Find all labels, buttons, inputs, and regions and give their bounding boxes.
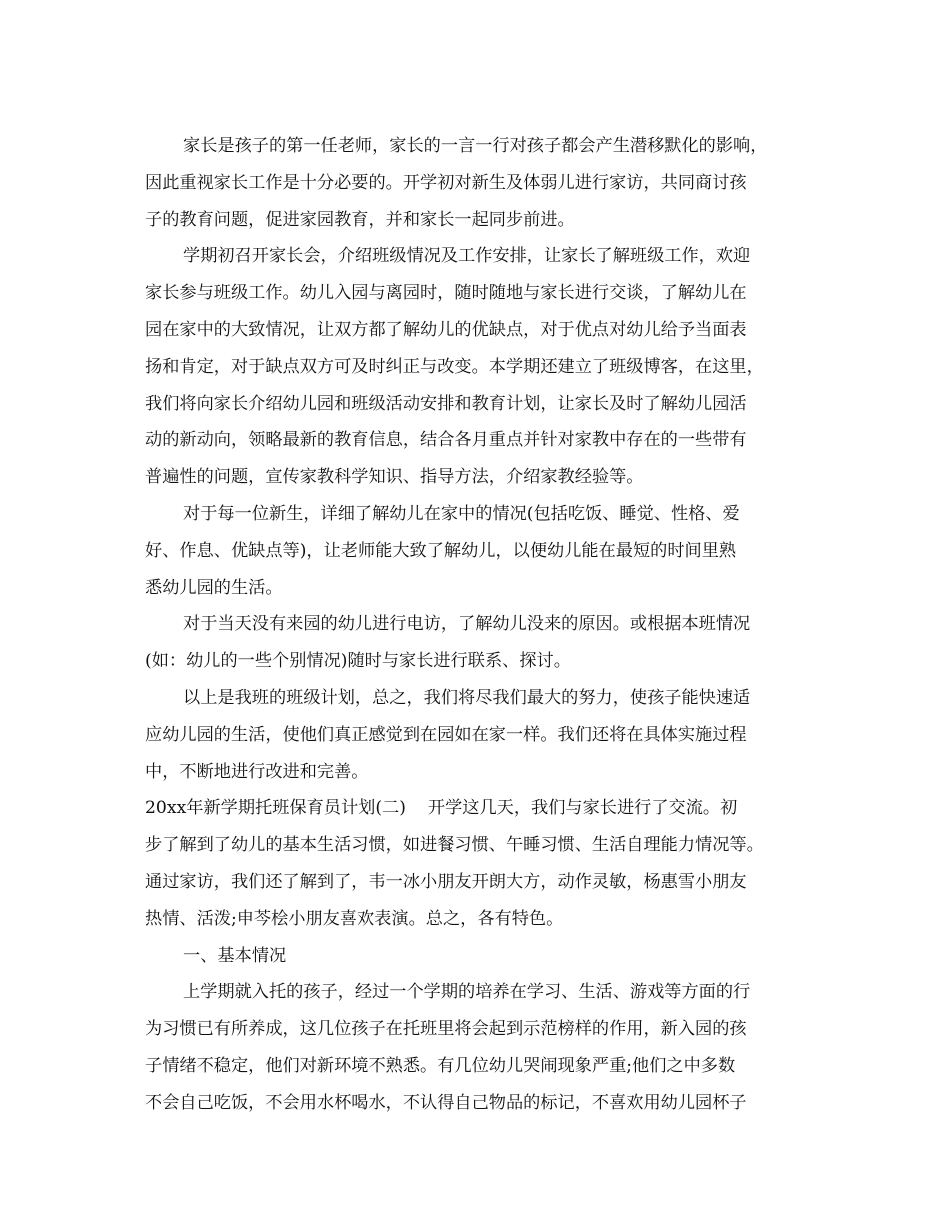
paragraph-line: 家长参与班级工作。幼儿入园与离园时，随时随地与家长进行交谈，了解幼儿在 xyxy=(145,283,747,304)
paragraph-line: 因此重视家长工作是十分必要的。开学初对新生及体弱儿进行家访，共同商讨孩 xyxy=(145,172,747,193)
paragraph-line: 通过家访，我们还了解到了，韦一冰小朋友开朗大方，动作灵敏，杨惠雪小朋友 xyxy=(145,871,747,892)
paragraph-line: (如：幼儿的一些个别情况)随时与家长进行联系、探讨。 xyxy=(145,651,571,672)
paragraph-line: 子情绪不稳定，他们对新环境不熟悉。有几位幼儿哭闹现象严重;他们之中多数 xyxy=(145,1055,736,1076)
paragraph-line: 普遍性的问题，宣传家教科学知识、指导方法，介绍家教经验等。 xyxy=(145,467,644,488)
paragraph-line: 以上是我班的班级计划，总之，我们将尽我们最大的努力，使孩子能快速适 xyxy=(183,687,751,708)
document-body xyxy=(145,128,815,1122)
paragraph-line: 对于当天没有来园的幼儿进行电访，了解幼儿没来的原因。或根据本班情况 xyxy=(183,614,751,635)
paragraph-line: 扬和肯定，对于缺点双方可及时纠正与改变。本学期还建立了班级博客，在这里， xyxy=(145,356,764,377)
section-heading: 一、基本情况 xyxy=(183,945,287,966)
paragraph-line: 好、作息、优缺点等)，让老师能大致了解幼儿，以便幼儿能在最短的时间里熟 xyxy=(145,540,737,561)
paragraph-line: 家长是孩子的第一任老师，家长的一言一行对孩子都会产生潜移默化的影响， xyxy=(183,136,768,156)
paragraph-line: 热情、活泼;申芩桧小朋友喜欢表演。总之，各有特色。 xyxy=(145,908,564,929)
paragraph-line: 园在家中的大致情况，让双方都了解幼儿的优缺点，对于优点对幼儿给予当面表 xyxy=(145,319,747,340)
section-title-line xyxy=(145,790,815,827)
section-title: 20xx年新学期托班保育员计划(二) xyxy=(145,798,406,819)
paragraph-line: 子的教育问题，促进家园教育，并和家长一起同步前进。 xyxy=(145,209,575,230)
paragraph-line: 中，不断地进行改进和完善。 xyxy=(145,761,369,782)
paragraph-line: 动的新动向，领略最新的教育信息，结合各月重点并针对家教中存在的一些带有 xyxy=(145,430,747,451)
paragraph-line: 上学期就入托的孩子，经过一个学期的培养在学习、生活、游戏等方面的行 xyxy=(183,982,751,1003)
paragraph-line: 不会自己吃饭，不会用水杯喝水，不认得自己物品的标记，不喜欢用幼儿园杯子 xyxy=(145,1092,747,1113)
paragraph-line: 应幼儿园的生活，使他们真正感觉到在园如在家一样。我们还将在具体实施过程 xyxy=(145,724,747,745)
section-title-continuation: 开学这几天，我们与家长进行了交流。初 xyxy=(427,798,738,819)
paragraph-line: 悉幼儿园的生活。 xyxy=(145,577,283,598)
paragraph-line: 我们将向家长介绍幼儿园和班级活动安排和教育计划，让家长及时了解幼儿园活 xyxy=(145,393,747,414)
paragraph-line: 学期初召开家长会，介绍班级情况及工作安排，让家长了解班级工作，欢迎 xyxy=(183,246,751,267)
paragraph-line: 步了解到了幼儿的基本生活习惯，如进餐习惯、午睡习惯、生活自理能力情况等。 xyxy=(145,835,764,856)
paragraph-line: 为习惯已有所养成，这几位孩子在托班里将会起到示范榜样的作用，新入园的孩 xyxy=(145,1019,747,1040)
paragraph-line: 对于每一位新生，详细了解幼儿在家中的情况(包括吃饭、睡觉、性格、爱 xyxy=(183,503,740,524)
